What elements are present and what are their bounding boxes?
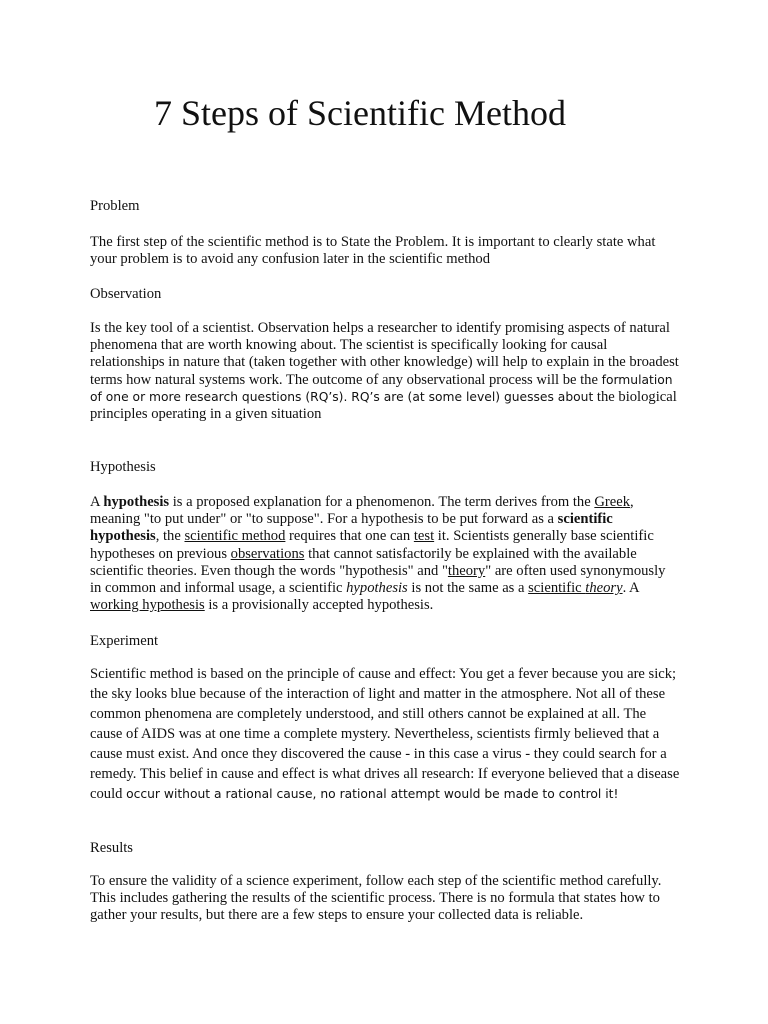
experiment-text-b: occur without a rational cause, no rational attempt would be made to control it! bbox=[126, 787, 619, 801]
section-experiment-body bbox=[90, 664, 680, 804]
section-hypothesis-body bbox=[90, 494, 680, 614]
section-observation-body bbox=[90, 320, 680, 423]
section-heading-observation: Observation bbox=[90, 286, 162, 302]
link-scientific-theory[interactable] bbox=[528, 580, 622, 596]
hypothesis-paragraph bbox=[90, 494, 680, 614]
text-run: that cannot satisfactorily be explained with the available scientific theories. Even though the words "hypothesis" and " bbox=[90, 545, 637, 579]
text-run: , meaning "to put under" or "to suppose". For a hypothesis to be put forward as a bbox=[90, 494, 634, 528]
section-heading-experiment: Experiment bbox=[90, 633, 159, 649]
observation-text-b: formulation of one or more research questions (RQ’s). RQ’s are (at some level) guesses about bbox=[90, 372, 673, 404]
section-results-body bbox=[90, 873, 680, 925]
observation-text-a: Is the key tool of a scientist. Observation helps a researcher to identify promising aspects of natural phenomena that are worth knowing about. The scientist is specifically looking for causal relationships in nature that (taken together with other knowledge) will help to explain in the broadest terms how natural systems work. The outcome of any observational process will be the bbox=[90, 320, 679, 388]
text-run: it. Scientists generally base scientific hypotheses on previous bbox=[90, 528, 654, 562]
text-run: is a proposed explanation for a phenomenon. The term derives from the bbox=[169, 494, 595, 510]
section-heading-hypothesis: Hypothesis bbox=[90, 459, 156, 475]
link-observations[interactable]: observations bbox=[230, 545, 305, 562]
problem-paragraph: The first step of the scientific method is to State the Problem. It is important to clearly state what your problem is to avoid any confusion later in the scientific method bbox=[90, 234, 656, 268]
section-heading-results: Results bbox=[90, 840, 133, 856]
section-heading-problem: Problem bbox=[90, 198, 140, 214]
section-problem-body bbox=[90, 234, 680, 268]
observation-paragraph bbox=[90, 320, 680, 423]
section-observation bbox=[90, 286, 680, 303]
results-paragraph: To ensure the validity of a science experiment, follow each step of the scientific method carefully. This includes gathering the results of the scientific process. There is no formula that states how to gather your results, but there are a few steps to ensure your collected data is reliable. bbox=[90, 873, 662, 924]
text-run: is a provisionally accepted hypothesis. bbox=[204, 597, 434, 614]
section-hypothesis bbox=[90, 459, 680, 476]
italic-term-hypothesis: hypothesis bbox=[346, 580, 408, 597]
experiment-paragraph bbox=[90, 664, 680, 804]
text-run: A bbox=[90, 494, 104, 510]
link-scientific-method[interactable]: scientific method bbox=[184, 528, 286, 545]
text-run: " are often used synonymously in common and informal usage, a scientific bbox=[90, 562, 666, 597]
section-problem bbox=[90, 198, 680, 215]
link-theory[interactable]: theory bbox=[447, 562, 486, 579]
link-greek[interactable]: Greek bbox=[594, 494, 631, 510]
text-run: , the bbox=[155, 528, 185, 545]
bold-term-scientific-hypothesis: scientific hypothesis bbox=[90, 511, 613, 545]
text-run: . A bbox=[622, 580, 639, 597]
text-run: is not the same as a bbox=[407, 580, 529, 597]
link-theory-italic-text: theory bbox=[585, 580, 623, 597]
link-working-hypothesis[interactable]: working hypothesis bbox=[90, 597, 205, 614]
page-title: 7 Steps of Scientific Method bbox=[154, 93, 566, 133]
observation-text-c: the biological principles operating in a given situation bbox=[90, 388, 677, 423]
link-test[interactable]: test bbox=[413, 528, 435, 545]
section-experiment bbox=[90, 633, 680, 650]
link-scientific-text: scientific bbox=[528, 580, 586, 597]
experiment-text-a: Scientific method is based on the principle of cause and effect: You get a fever because you are sick; the sky looks blue because of the interaction of light and matter in the atmosphere. Not all of these common phenomena are completely understood, and still others cannot be explained at all. The cause of AIDS was at one time a complete mystery. Nevertheless, scientists firmly believed that a cause must exist. And once they discovered the cause - in this case a virus - they could search for a remedy. This belief in cause and effect is what drives all research: If everyone believed that a disease could bbox=[90, 666, 680, 802]
text-run: requires that one can bbox=[285, 528, 414, 545]
section-results bbox=[90, 840, 680, 857]
bold-term-hypothesis: hypothesis bbox=[103, 494, 170, 510]
